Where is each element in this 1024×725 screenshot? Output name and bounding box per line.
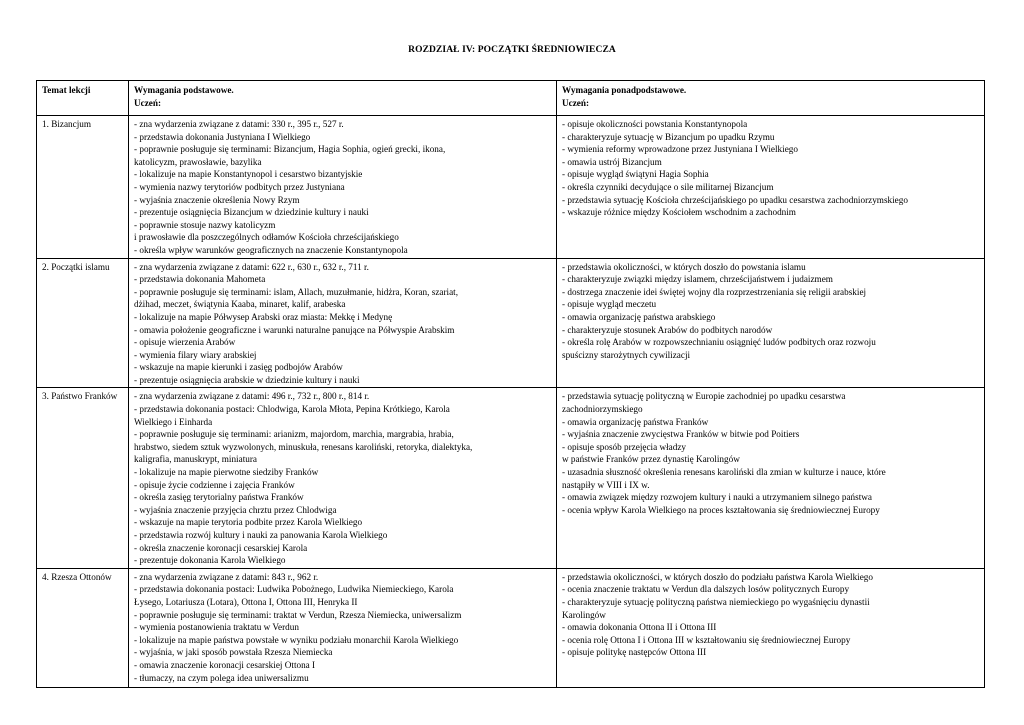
requirement-item: - poprawnie posługuje się terminami: traktat w Verdun, Rzesza Niemiecka, uniwersalizm	[134, 609, 462, 620]
requirement-item: - wyjaśnia znaczenie przyjęcia chrztu przez Chlodwiga	[134, 504, 337, 515]
requirement-item: - ocenia wpływ Karola Wielkiego na proces kształtowania się średniowiecznej Europy	[562, 504, 880, 515]
topic-cell	[37, 116, 129, 259]
requirement-item: - lokalizuje na mapie Półwysep Arabski oraz miasta: Mekkę i Medynę	[134, 311, 393, 322]
topic-label: 3. Państwo Franków	[42, 391, 118, 402]
requirement-item: - przedstawia dokonania Mahometa	[134, 274, 266, 285]
requirement-item: - wyjaśnia znaczenie określenia Nowy Rzym	[134, 194, 300, 205]
requirement-item: - omawia organizację państwa Franków	[562, 416, 709, 427]
requirement-item: - opisuje wygląd meczetu	[562, 299, 657, 310]
requirement-item: - przedstawia dokonania postaci: Ludwika Pobożnego, Ludwika Niemieckiego, Karola	[134, 584, 454, 595]
requirement-item: w państwie Franków przez dynastię Karolingów	[562, 454, 740, 465]
requirement-item: - opisuje okoliczności powstania Konstantynopola	[562, 119, 748, 129]
header-basic-subtitle: Uczeń:	[134, 97, 162, 108]
requirement-item: - wymienia postanowienia traktatu w Verdun	[134, 622, 299, 633]
topic-label: 2. Początki islamu	[42, 261, 110, 272]
table-row	[37, 388, 985, 568]
requirement-item: - uzasadnia słuszność określenia renesans karoliński dla zmian w kulturze i nauce, które	[562, 467, 886, 478]
requirement-item: - zna wydarzenia związane z datami: 843 r., 962 r.	[134, 571, 319, 582]
table-row	[37, 116, 985, 259]
header-topic-label: Temat lekcji	[42, 85, 91, 95]
requirement-item: - opisuje politykę następców Ottona III	[562, 647, 707, 658]
requirement-item: - przedstawia rozwój kultury i nauki za panowania Karola Wielkiego	[134, 530, 388, 540]
requirement-item: - charakteryzuje sytuację w Bizancjum po upadku Rzymu	[562, 131, 775, 142]
requirement-item: - prezentuje dokonania Karola Wielkiego	[134, 555, 286, 566]
requirement-item: - charakteryzuje stosunek Arabów do podbitych narodów	[562, 324, 773, 335]
topic-cell	[37, 568, 129, 687]
topic-cell	[37, 388, 129, 568]
requirements-table	[36, 80, 985, 688]
requirement-item: - określa wpływ warunków geograficznych na znaczenie Konstantynopola	[134, 244, 408, 255]
requirement-item: - wymienia filary wiary arabskiej	[134, 349, 257, 360]
header-topic	[37, 81, 129, 116]
basic-requirements-cell	[129, 388, 557, 568]
requirement-item: katolicyzm, prawosławie, bazylika	[134, 156, 262, 167]
requirement-item: - przedstawia okoliczności, w których doszło do powstania islamu	[562, 261, 806, 272]
advanced-requirements-cell	[557, 388, 985, 568]
table-row	[37, 568, 985, 687]
requirement-item: - wskazuje na mapie kierunki i zasięg podbojów Arabów	[134, 362, 343, 373]
requirement-item: - przedstawia sytuację polityczną w Europie zachodniej po upadku cesarstwa	[562, 391, 846, 402]
requirement-item: - określa zasięg terytorialny państwa Franków	[134, 492, 304, 503]
requirement-item: - określa czynniki decydujące o sile militarnej Bizancjum	[562, 181, 774, 192]
requirement-item: nastąpiły w VIII i IX w.	[562, 479, 650, 490]
requirement-item: - prezentuje osiągnięcia arabskie w dziedzinie kultury i nauki	[134, 374, 360, 385]
requirement-item: - wymienia reformy wprowadzone przez Justyniana I Wielkiego	[562, 144, 798, 155]
header-basic-title: Wymagania podstawowe.	[134, 85, 234, 95]
requirement-item: - opisuje sposób przejęcia władzy	[562, 441, 686, 452]
requirement-item: - charakteryzuje związki między islamem, chrześcijaństwem i judaizmem	[562, 274, 833, 285]
header-advanced-subtitle: Uczeń:	[562, 97, 590, 108]
requirement-item: - określa rolę Arabów w rozpowszechnianiu osiągnięć ludów podbitych oraz rozwoju	[562, 337, 876, 348]
requirement-item: dżihad, meczet, świątynia Kaaba, minaret, kalif, arabeska	[134, 299, 346, 310]
header-basic	[129, 81, 557, 116]
requirement-item: - lokalizuje na mapie Konstantynopol i cesarstwo bizantyjskie	[134, 169, 363, 180]
requirement-item: - wymienia nazwy terytoriów podbitych przez Justyniana	[134, 181, 345, 192]
requirement-item: - tłumaczy, na czym polega idea uniwersalizmu	[134, 672, 309, 683]
requirement-item: - wyjaśnia znaczenie zwycięstwa Franków w bitwie pod Poitiers	[562, 429, 800, 440]
requirement-item: hrabstwo, siedem sztuk wyzwolonych, minuskuła, renesans karoliński, retoryka, dialektyka,	[134, 441, 473, 452]
header-advanced-title: Wymagania ponadpodstawowe.	[562, 85, 687, 95]
basic-requirements-cell	[129, 258, 557, 388]
topic-label: 4. Rzesza Ottonów	[42, 571, 112, 582]
requirement-item: - ocenia znaczenie traktatu w Verdun dla dalszych losów politycznych Europy	[562, 584, 850, 595]
requirement-item: kaligrafia, manuskrypt, miniatura	[134, 454, 257, 465]
topic-label: 1. Bizancjum	[42, 119, 91, 129]
requirement-item: - poprawnie posługuje się terminami: Bizancjum, Hagia Sophia, ogień grecki, ikona,	[134, 144, 446, 155]
advanced-requirements-cell	[557, 116, 985, 259]
requirement-item: - opisuje życie codzienne i zajęcia Franków	[134, 479, 295, 490]
requirement-item: - prezentuje osiągnięcia Bizancjum w dziedzinie kultury i nauki	[134, 207, 369, 218]
requirement-item: - wskazuje na mapie terytoria podbite przez Karola Wielkiego	[134, 517, 363, 528]
requirement-item: i prawosławie dla poszczególnych odłamów Kościoła chrześcijańskiego	[134, 232, 399, 243]
table-header-row	[37, 81, 985, 116]
requirement-item: Karolingów	[562, 609, 606, 620]
advanced-requirements-cell	[557, 258, 985, 388]
requirement-item: - lokalizuje na mapie pierwotne siedziby Franków	[134, 467, 319, 478]
requirement-item: - zna wydarzenia związane z datami: 622 r., 630 r., 632 r., 711 r.	[134, 261, 369, 272]
advanced-requirements-cell	[557, 568, 985, 687]
requirement-item: - zna wydarzenia związane z datami: 330 r., 395 r., 527 r.	[134, 119, 344, 129]
requirement-item: - określa znaczenie koronacji cesarskiej Karola	[134, 542, 308, 553]
topic-cell	[37, 258, 129, 388]
requirement-item: - omawia położenie geograficzne i warunki naturalne panujące na Półwyspie Arabskim	[134, 324, 455, 335]
basic-requirements-cell	[129, 568, 557, 687]
basic-requirements-cell	[129, 116, 557, 259]
requirement-item: - omawia znaczenie koronacji cesarskiej Ottona I	[134, 659, 316, 670]
requirement-item: - omawia związek między rozwojem kultury i nauki a utrzymaniem silnego państwa	[562, 492, 872, 503]
requirement-item: - poprawnie posługuje się terminami: islam, Allach, muzułmanie, hidżra, Koran, szariat,	[134, 286, 459, 297]
requirement-item: - omawia organizację państwa arabskiego	[562, 311, 716, 322]
requirement-item: - przedstawia sytuację Kościoła chrześcijańskiego po upadku cesarstwa zachodniorzymskiego	[562, 194, 908, 205]
requirement-item: - lokalizuje na mapie państwa powstałe w wyniku podziału monarchii Karola Wielkiego	[134, 634, 459, 645]
requirement-item: - wskazuje różnice między Kościołem wschodnim a zachodnim	[562, 207, 796, 218]
requirement-item: - opisuje wierzenia Arabów	[134, 337, 236, 348]
requirement-item: - dostrzega znaczenie idei świętej wojny dla rozprzestrzeniania się religii arabskiej	[562, 286, 867, 297]
chapter-title: ROZDZIAŁ IV: POCZĄTKI ŚREDNIOWIECZA	[408, 45, 616, 55]
table-row	[37, 258, 985, 388]
requirement-item: - opisuje wygląd świątyni Hagia Sophia	[562, 169, 709, 180]
requirement-item: Łysego, Lotariusza (Lotara), Ottona I, Ottona III, Henryka II	[134, 596, 358, 607]
requirement-item: - przedstawia dokonania postaci: Chlodwiga, Karola Młota, Pepina Krótkiego, Karola	[134, 404, 450, 415]
requirement-item: - omawia ustrój Bizancjum	[562, 156, 662, 167]
requirement-item: - charakteryzuje sytuację polityczną państwa niemieckiego po wygaśnięciu dynastii	[562, 596, 870, 607]
requirement-item: - przedstawia okoliczności, w których doszło do podziału państwa Karola Wielkiego	[562, 571, 873, 582]
requirement-item: - ocenia rolę Ottona I i Ottona III w kształtowaniu się średniowiecznej Europy	[562, 634, 851, 645]
requirement-item: - wyjaśnia, w jaki sposób powstała Rzesza Niemiecka	[134, 647, 333, 658]
requirement-item: zachodniorzymskiego	[562, 404, 643, 415]
header-advanced	[557, 81, 985, 116]
requirement-item: Wielkiego i Einharda	[134, 416, 213, 427]
requirement-item: - poprawnie posługuje się terminami: arianizm, majordom, marchia, margrabia, hrabia,	[134, 429, 454, 440]
requirement-item: - zna wydarzenia związane z datami: 496 r., 732 r., 800 r., 814 r.	[134, 391, 370, 402]
requirement-item: - omawia dokonania Ottona II i Ottona III	[562, 622, 717, 633]
requirement-item: - poprawnie stosuje nazwy katolicyzm	[134, 219, 276, 230]
requirement-item: spuścizny starożytnych cywilizacji	[562, 349, 691, 360]
requirement-item: - przedstawia dokonania Justyniana I Wielkiego	[134, 131, 311, 142]
